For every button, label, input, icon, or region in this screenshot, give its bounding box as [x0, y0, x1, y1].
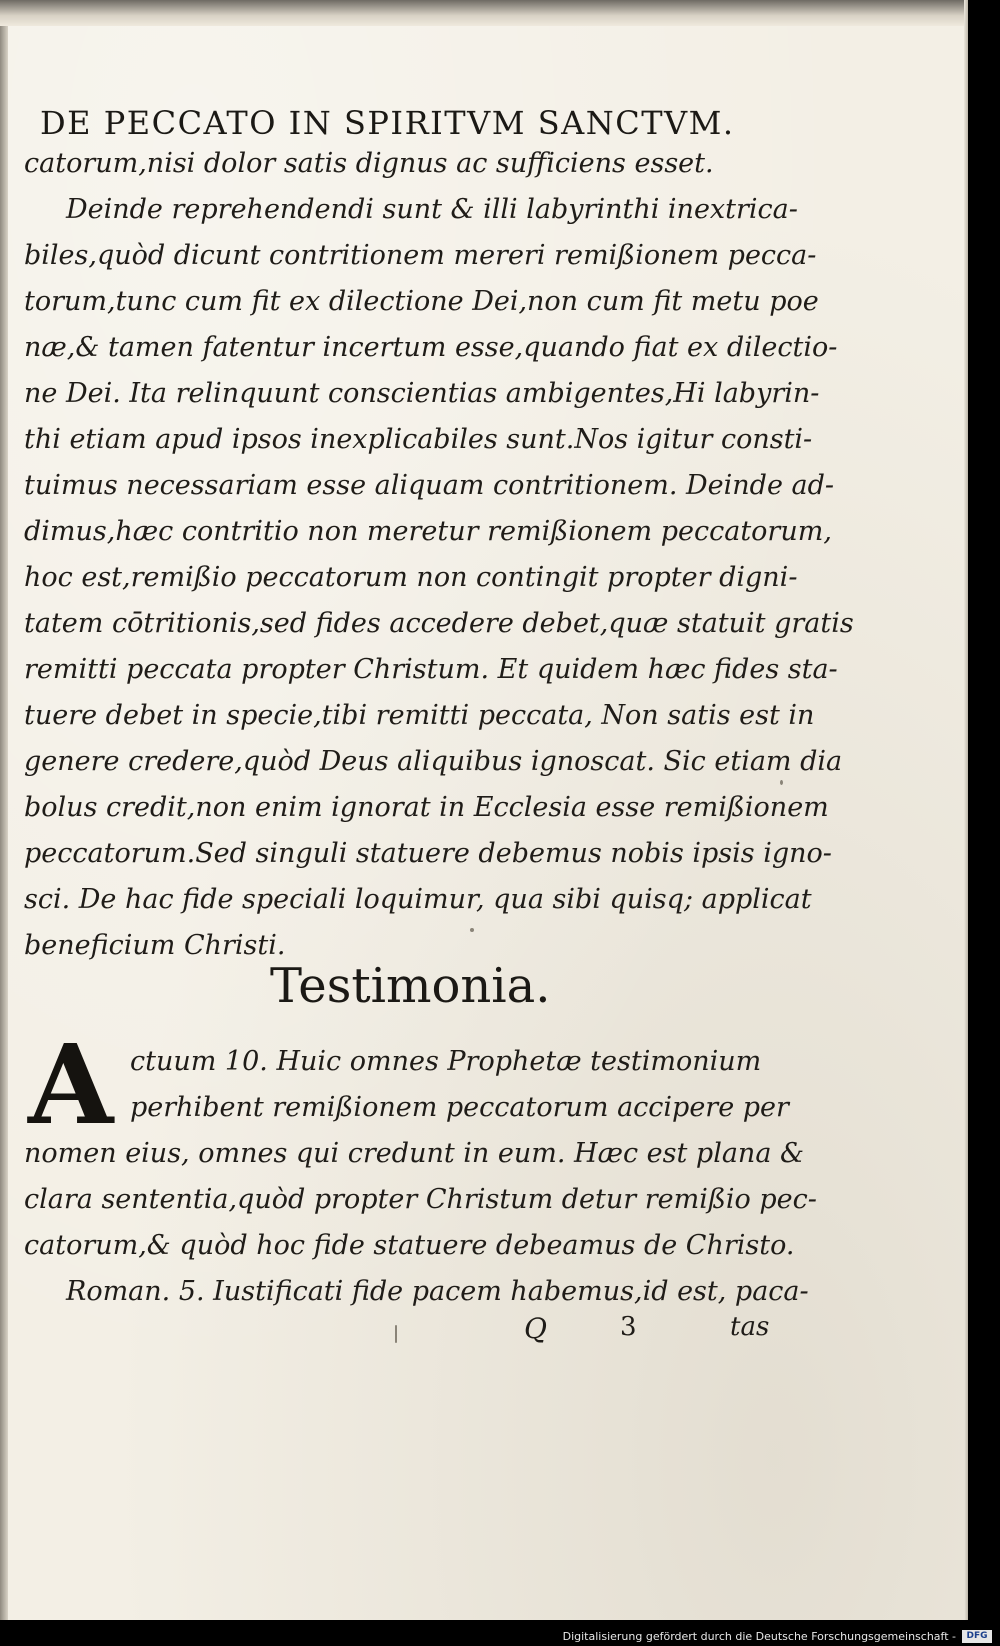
text-line: sci. De hac fide speciali loquimur, qua sibi quisq; applicat	[24, 884, 812, 915]
signature-mark: Q	[524, 1312, 547, 1345]
running-head: DE PECCATO IN SPIRITVM SANCTVM.	[40, 104, 735, 142]
paper-speck	[780, 780, 783, 785]
text-line: ctuum 10. Huic omnes Prophetæ testimonium	[130, 1046, 762, 1077]
text-line: hoc est,remißio peccatorum non contingit propter digni-	[24, 562, 798, 593]
folio-number: 3	[620, 1312, 637, 1342]
text-line: Roman. 5. Iustificati fide pacem habemus,id est, paca-	[66, 1276, 809, 1307]
paper-speck	[395, 1325, 397, 1343]
text-line: thi etiam apud ipsos inexplicabiles sunt.Nos igitur consti-	[24, 424, 813, 455]
text-line: dimus,hæc contritio non meretur remißionem peccatorum,	[24, 516, 832, 547]
text-line: torum,tunc cum fit ex dilectione Dei,non cum fit metu poe	[24, 286, 819, 317]
section-heading: Testimonia.	[270, 958, 551, 1014]
page-top-edge	[0, 0, 968, 26]
text-line: biles,quòd dicunt contritionem mereri remißionem pecca-	[24, 240, 817, 271]
text-line: remitti peccata propter Christum. Et quidem hæc fides sta-	[24, 654, 838, 685]
text-line: bolus credit,non enim ignorat in Ecclesia esse remißionem	[24, 792, 829, 823]
text-line: perhibent remißionem peccatorum accipere per	[130, 1092, 789, 1123]
drop-initial: A	[28, 1020, 114, 1149]
text-line: næ,& tamen fatentur incertum esse,quando fiat ex dilectio-	[24, 332, 838, 363]
text-line: catorum,nisi dolor satis dignus ac sufficiens esset.	[24, 148, 714, 179]
dfg-logo-icon: DFG	[962, 1630, 992, 1643]
text-line: genere credere,quòd Deus aliquibus ignoscat. Sic etiam dia	[24, 746, 843, 777]
text-line: tuimus necessariam esse aliquam contritionem. Deinde ad-	[24, 470, 835, 501]
text-line: Deinde reprehendendi sunt & illi labyrinthi inextrica-	[66, 194, 798, 225]
text-line: nomen eius, omnes qui credunt in eum. Hæc est plana &	[24, 1138, 805, 1169]
text-line: tatem cōtritionis,sed fides accedere debet,quæ statuit gratis	[24, 608, 854, 639]
footer-credit: Digitalisierung gefördert durch die Deutsche Forschungsgemeinschaft -	[562, 1630, 956, 1643]
paper-speck	[470, 928, 474, 932]
text-line: tuere debet in specie,tibi remitti peccata, Non satis est in	[24, 700, 815, 731]
text-line: peccatorum.Sed singuli statuere debemus nobis ipsis igno-	[24, 838, 832, 869]
text-line: catorum,& quòd hoc fide statuere debeamus de Christo.	[24, 1230, 795, 1261]
text-line: beneficium Christi.	[24, 930, 286, 961]
text-line: ne Dei. Ita relinquunt conscientias ambigentes,Hi labyrin-	[24, 378, 820, 409]
catchword: tas	[730, 1312, 770, 1342]
text-line: clara sententia,quòd propter Christum detur remißio pec-	[24, 1184, 817, 1215]
